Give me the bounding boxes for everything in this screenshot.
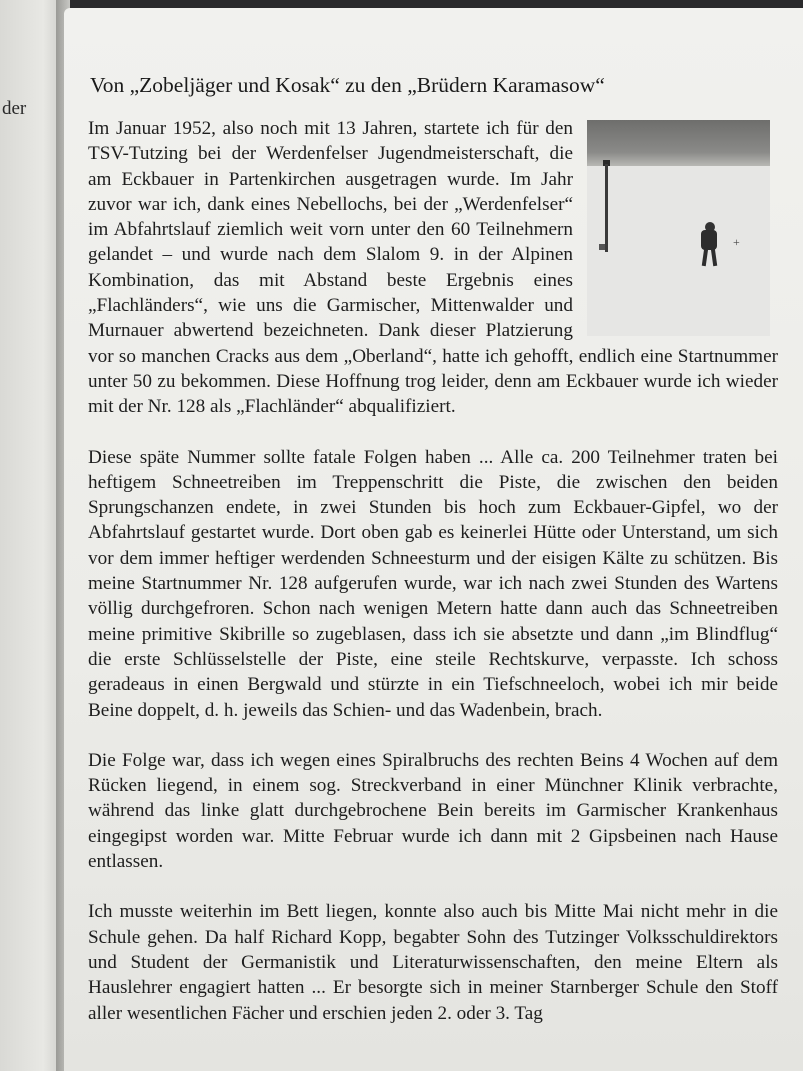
- snow-marker: [599, 244, 605, 250]
- facing-page-text-fragment: der: [2, 98, 27, 119]
- slalom-pole: [605, 164, 608, 252]
- chapter-heading: Von „Zobeljäger und Kosak“ zu den „Brüdern Karamasow“: [90, 73, 605, 97]
- ski-photo: [587, 120, 770, 336]
- forest-treeline: [587, 120, 770, 166]
- page-content: [88, 72, 778, 1051]
- paragraph: Diese späte Nummer sollte fatale Folgen haben ... Alle ca. 200 Teilnehmer traten bei heftigem Schneetreiben im Treppenschritt die Piste, die zwischen den beiden Sprungschanzen endete, in zwei Stunden bis hoch zum Eckbauer-Gipfel, wo der Abfahrtslauf gestartet wurde. Dort oben gab es keinerlei Hütte oder Unterstand, um sich vor dem immer heftiger werdenden Schneesturm und der eisigen Kälte zu schützen. Bis meine Startnummer Nr. 128 aufgerufen wurde, war ich nach zwei Stunden des Wartens völlig durchgefroren. Schon nach wenigen Metern hatte dann auch das Schneetreiben meine primitive Skibrille so zugeblasen, dass ich sie absetzte und dann „im Blindflug“ die erste Schlüsselstelle der Piste, eine steile Rechtskurve, verpasste. Ich schoss geradeaus in einen Bergwald und stürzte in ein Tiefschneeloch, wobei ich mir beide Beine doppelt, d. h. jeweils das Schien- und das Wadenbein, brach.: [88, 446, 778, 721]
- paragraph: Im Januar 1952, also noch mit 13 Jahren, startete ich für den TSV-Tutzing bei der Werdenfelser Jugendmeisterschaft, die am Eckbauer in Partenkirchen ausgetragen wurde. Im Jahr zuvor war ich, dank eines Nebellochs, bei der „Werdenfelser“ im Abfahrtslauf ziemlich weit vorn unter den 60 Teilnehmern gelandet – und wurde nach dem Slalom 9. in der Alpinen Kombination, das mit Abstand beste Ergebnis eines „Flachländers“, wie uns die Garmischer, Mittenwalder und Murnauer abwertend bezeichneten. Dank dieser Platzierung vor so manchen Cracks aus dem „Oberland“, hatte ich gehofft, endlich eine Startnummer unter 50 zu bekommen. Diese Hoffnung trog leider, denn am Eckbauer wurde ich wieder mit der Nr. 128 als „Flachländer“ abqualifiziert.: [88, 118, 778, 418]
- paragraph: Die Folge war, dass ich wegen eines Spiralbruchs des rechten Beins 4 Wochen auf dem Rücken liegend, in einem sog. Streckverband in einer Münchner Klinik verbrachte, während das linke glatt durchgebrochene Bein bereits im Garmischer Krankenhaus eingegipst worden war. Mitte Februar wurde ich dann mit 2 Gipsbeinen nach Hause entlassen.: [88, 749, 778, 873]
- ski-pole-tip: +: [733, 235, 740, 249]
- skier-leg: [702, 248, 708, 266]
- book-page: [64, 8, 803, 1071]
- paragraph: Ich musste weiterhin im Bett liegen, konnte also auch bis Mitte Mai nicht mehr in die Schule gehen. Da half Richard Kopp, begabter Sohn des Tutzinger Volksschuldirektors und Student der Germanistik und Literaturwissenschaften, den meine Eltern als Hauslehrer engagiert hatten ... Er besorgte sich in meiner Starnberger Schule den Stoff aller wesentlichen Fächer und erschien jeden 2. oder 3. Tag: [88, 901, 778, 1024]
- skier-leg: [711, 248, 717, 266]
- facing-page: [0, 0, 62, 1071]
